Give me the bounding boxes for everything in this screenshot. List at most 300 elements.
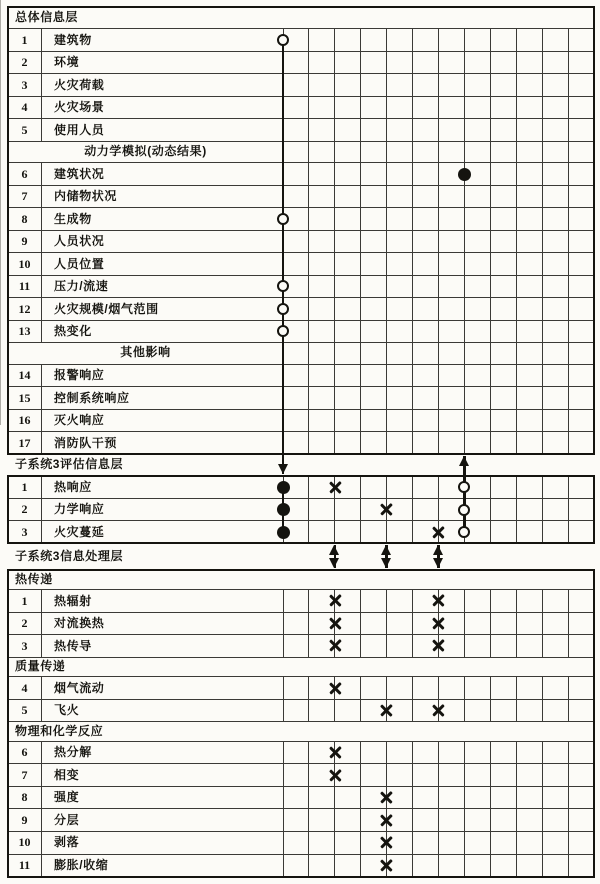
rule-vertical — [542, 29, 543, 51]
rule-vertical — [516, 409, 517, 431]
rule-vertical — [490, 253, 491, 275]
rule-vertical — [438, 831, 439, 854]
rule-vertical — [568, 96, 569, 118]
rule-vertical — [516, 612, 517, 635]
rule-vertical — [308, 831, 309, 854]
rule-vertical — [464, 635, 465, 658]
rule-vertical — [360, 208, 361, 230]
rule-vertical — [464, 677, 465, 700]
rule-vertical — [490, 831, 491, 854]
x-mark — [329, 747, 340, 758]
row-number: 14 — [18, 368, 31, 383]
rule-vertical — [438, 275, 439, 297]
filled-circle-mark — [277, 526, 290, 539]
rule-vertical — [308, 96, 309, 118]
rule-vertical — [386, 387, 387, 409]
rule-vertical — [334, 364, 335, 386]
rule-vertical — [490, 230, 491, 252]
rule-vertical — [438, 409, 439, 431]
rule-vertical — [412, 809, 413, 832]
rule-vertical — [542, 253, 543, 275]
row-number: 9 — [21, 234, 28, 249]
row-label: 使用人员 — [54, 122, 105, 137]
row-number: 7 — [21, 767, 28, 782]
rule-vertical — [386, 119, 387, 141]
rule-vertical — [516, 74, 517, 96]
rule-vertical — [412, 786, 413, 809]
row-number: 17 — [18, 435, 31, 450]
rule-vertical — [412, 521, 413, 543]
rule-vertical — [568, 831, 569, 854]
rule-vertical — [516, 831, 517, 854]
rule-vertical — [438, 163, 439, 185]
rule-vertical — [438, 786, 439, 809]
rule-vertical — [516, 119, 517, 141]
rule-vertical — [283, 831, 284, 854]
rule-vertical — [334, 119, 335, 141]
rule-vertical — [568, 764, 569, 787]
rule-vertical — [542, 409, 543, 431]
rule-vertical — [308, 230, 309, 252]
rule-vertical — [308, 275, 309, 297]
rule-vertical — [360, 96, 361, 118]
rule-vertical — [360, 699, 361, 722]
rule-vertical — [334, 275, 335, 297]
open-circle-mark — [277, 280, 289, 292]
rule-vertical — [542, 786, 543, 809]
x-mark — [381, 504, 392, 515]
row-number: 1 — [21, 593, 28, 608]
rule-vertical — [438, 119, 439, 141]
row-number: 4 — [21, 100, 28, 115]
rule-vertical — [308, 253, 309, 275]
rule-vertical — [516, 764, 517, 787]
row-number: 7 — [21, 189, 28, 204]
rule-vertical — [568, 185, 569, 207]
rule-vertical — [568, 364, 569, 386]
rule-vertical — [360, 119, 361, 141]
rule-vertical — [516, 163, 517, 185]
rule-vertical — [308, 141, 309, 163]
rule-vertical — [568, 677, 569, 700]
rule-vertical — [283, 677, 284, 700]
rule-vertical — [360, 141, 361, 163]
rule-vertical — [308, 119, 309, 141]
rule-vertical — [516, 809, 517, 832]
row-number: 12 — [18, 301, 31, 316]
row-number: 1 — [21, 480, 28, 494]
rule-vertical — [542, 831, 543, 854]
rule-vertical — [334, 253, 335, 275]
rule-vertical — [438, 51, 439, 73]
rule-vertical — [334, 51, 335, 73]
overall-to-evaluation-flow-arrow-head-down — [278, 464, 288, 474]
rule-vertical — [308, 432, 309, 454]
rule-vertical — [283, 786, 284, 809]
rule-vertical — [542, 342, 543, 364]
row-label: 分层 — [54, 812, 80, 827]
rule-vertical — [568, 699, 569, 722]
rule-vertical — [308, 635, 309, 658]
rule-vertical — [593, 569, 595, 878]
rule-vertical — [334, 409, 335, 431]
rule-vertical — [568, 521, 569, 543]
x-mark — [381, 705, 392, 716]
rule-vertical — [360, 809, 361, 832]
rule-vertical — [542, 590, 543, 613]
rule-vertical — [490, 364, 491, 386]
rule-vertical — [463, 456, 465, 532]
rule-vertical — [438, 253, 439, 275]
rule-vertical — [542, 635, 543, 658]
row-label: 膨胀/收缩 — [54, 858, 109, 872]
rule-vertical — [542, 74, 543, 96]
group-header: 热传递 — [15, 572, 53, 586]
row-number: 3 — [21, 524, 28, 539]
rule-vertical — [412, 699, 413, 722]
rule-vertical — [438, 741, 439, 764]
row-label: 灭火响应 — [54, 413, 105, 428]
rule-vertical — [464, 29, 465, 51]
rule-vertical — [516, 141, 517, 163]
rule-vertical — [542, 51, 543, 73]
rule-vertical — [360, 635, 361, 658]
rule-vertical — [412, 185, 413, 207]
row-number: 2 — [21, 55, 28, 70]
rule-vertical — [334, 786, 335, 809]
rule-vertical — [464, 786, 465, 809]
rule-vertical — [334, 163, 335, 185]
row-label: 建筑状况 — [54, 166, 105, 181]
rule-vertical — [516, 208, 517, 230]
rule-vertical — [542, 230, 543, 252]
evaluation-processing-exchange-arrow-2-head-up — [381, 545, 391, 555]
rule-vertical — [386, 51, 387, 73]
rule-vertical — [542, 432, 543, 454]
rule-vertical — [516, 185, 517, 207]
rule-horizontal — [8, 51, 594, 52]
rule-vertical — [464, 741, 465, 764]
rule-vertical — [412, 119, 413, 141]
row-number: 5 — [21, 122, 28, 137]
row-number: 3 — [21, 77, 28, 92]
rule-horizontal — [8, 808, 594, 809]
rule-vertical — [516, 275, 517, 297]
x-mark — [329, 770, 340, 781]
row-number: 15 — [18, 390, 31, 405]
row-label: 相变 — [54, 767, 80, 782]
rule-vertical — [308, 342, 309, 364]
rule-vertical — [490, 51, 491, 73]
rule-vertical — [516, 320, 517, 342]
rule-vertical — [490, 635, 491, 658]
rule-vertical — [464, 764, 465, 787]
rule-vertical — [490, 74, 491, 96]
rule-vertical — [412, 741, 413, 764]
rule-vertical — [283, 635, 284, 658]
rule-vertical — [360, 677, 361, 700]
rule-horizontal — [8, 763, 594, 764]
rule-vertical — [490, 342, 491, 364]
row-label: 对流换热 — [54, 616, 105, 631]
filled-circle-mark — [458, 168, 471, 181]
rule-vertical — [412, 230, 413, 252]
rule-vertical — [412, 590, 413, 613]
filled-circle-mark — [277, 481, 290, 494]
rule-vertical — [568, 476, 569, 498]
row-label: 压力/流速 — [54, 279, 109, 294]
row-label: 火灾蔓延 — [54, 524, 105, 539]
rule-vertical — [412, 275, 413, 297]
rule-vertical — [386, 342, 387, 364]
rule-vertical — [334, 854, 335, 877]
rule-vertical — [438, 208, 439, 230]
row-label: 热变化 — [54, 324, 92, 338]
row-number: 10 — [18, 256, 31, 271]
rule-vertical — [568, 141, 569, 163]
rule-vertical — [334, 432, 335, 454]
x-mark — [329, 640, 340, 651]
rule-vertical — [412, 253, 413, 275]
rule-vertical — [464, 409, 465, 431]
rule-vertical — [334, 29, 335, 51]
rule-vertical — [464, 364, 465, 386]
rule-vertical — [360, 786, 361, 809]
row-number: 6 — [21, 166, 28, 181]
rule-vertical — [568, 275, 569, 297]
rule-vertical — [516, 521, 517, 543]
x-mark — [433, 527, 444, 538]
rule-vertical — [490, 432, 491, 454]
rule-vertical — [360, 342, 361, 364]
section-caption: 子系统3信息处理层 — [15, 549, 124, 564]
rule-vertical — [412, 432, 413, 454]
rule-vertical — [568, 409, 569, 431]
rule-vertical — [386, 320, 387, 342]
rule-vertical — [308, 498, 309, 520]
rule-vertical — [360, 612, 361, 635]
open-circle-mark — [277, 325, 289, 337]
rule-vertical — [490, 141, 491, 163]
rule-vertical — [593, 6, 595, 455]
rule-vertical — [464, 185, 465, 207]
rule-vertical — [490, 119, 491, 141]
rule-vertical — [516, 677, 517, 700]
rule-vertical — [308, 476, 309, 498]
filled-circle-mark — [277, 503, 290, 516]
group-header: 物理和化学反应 — [15, 723, 104, 738]
rule-vertical — [308, 809, 309, 832]
rule-vertical — [360, 253, 361, 275]
rule-vertical — [412, 498, 413, 520]
rule-vertical — [386, 141, 387, 163]
rule-vertical — [283, 854, 284, 877]
rule-vertical — [334, 320, 335, 342]
rule-vertical — [516, 786, 517, 809]
rule-vertical — [490, 590, 491, 613]
rule-vertical — [412, 29, 413, 51]
open-circle-mark — [277, 303, 289, 315]
group-header: 其他影响 — [120, 345, 171, 360]
rule-vertical — [360, 831, 361, 854]
rule-horizontal — [8, 6, 594, 8]
row-number: 2 — [21, 502, 28, 517]
rule-vertical — [438, 141, 439, 163]
rule-vertical — [308, 29, 309, 51]
rule-vertical — [490, 96, 491, 118]
rule-vertical — [334, 387, 335, 409]
evaluation-to-overall-feedback-arrow-head-up — [459, 456, 469, 466]
rule-vertical — [438, 387, 439, 409]
rule-vertical — [438, 185, 439, 207]
rule-vertical — [542, 208, 543, 230]
rule-vertical — [516, 96, 517, 118]
x-mark — [329, 618, 340, 629]
section-caption: 子系统3评估信息层 — [15, 457, 124, 472]
open-circle-mark — [458, 526, 470, 538]
rule-vertical — [360, 432, 361, 454]
row-number: 8 — [21, 790, 28, 805]
rule-vertical — [360, 498, 361, 520]
rule-vertical — [516, 699, 517, 722]
rule-vertical — [464, 590, 465, 613]
evaluation-processing-exchange-arrow-2-head-down — [381, 558, 391, 568]
rule-vertical — [490, 741, 491, 764]
rule-vertical — [490, 320, 491, 342]
rule-vertical — [412, 208, 413, 230]
rule-vertical — [412, 74, 413, 96]
rule-vertical — [438, 230, 439, 252]
rule-vertical — [516, 854, 517, 877]
rule-vertical — [490, 677, 491, 700]
rule-vertical — [516, 635, 517, 658]
rule-vertical — [386, 364, 387, 386]
row-number: 3 — [21, 638, 28, 653]
rule-vertical — [490, 699, 491, 722]
evaluation-processing-exchange-arrow-1-head-up — [329, 545, 339, 555]
rule-vertical — [386, 74, 387, 96]
rule-vertical — [464, 119, 465, 141]
rule-vertical — [412, 387, 413, 409]
rule-vertical — [464, 809, 465, 832]
rule-vertical — [490, 409, 491, 431]
rule-vertical — [438, 29, 439, 51]
rule-vertical — [438, 476, 439, 498]
row-number: 13 — [18, 324, 31, 338]
row-label: 热传导 — [54, 638, 92, 653]
rule-vertical — [568, 635, 569, 658]
rule-vertical — [308, 51, 309, 73]
rule-vertical — [593, 475, 595, 544]
rule-vertical — [308, 612, 309, 635]
rule-vertical — [438, 809, 439, 832]
rule-vertical — [334, 208, 335, 230]
rule-vertical — [464, 275, 465, 297]
rule-vertical — [308, 764, 309, 787]
rule-vertical — [308, 409, 309, 431]
row-number: 5 — [21, 703, 28, 718]
rule-vertical — [334, 498, 335, 520]
rule-vertical — [490, 612, 491, 635]
row-number: 11 — [18, 279, 31, 294]
rule-vertical — [464, 298, 465, 320]
x-mark — [433, 618, 444, 629]
rule-vertical — [360, 275, 361, 297]
rule-horizontal — [8, 634, 594, 635]
row-number: 1 — [21, 32, 28, 47]
rule-vertical — [542, 96, 543, 118]
rule-vertical — [516, 476, 517, 498]
rule-vertical — [438, 342, 439, 364]
rule-vertical — [386, 677, 387, 700]
open-circle-mark — [277, 213, 289, 225]
row-label: 火灾场景 — [54, 100, 105, 115]
row-label: 环境 — [54, 55, 80, 70]
rule-vertical — [386, 590, 387, 613]
x-mark — [329, 682, 340, 693]
rule-vertical — [308, 521, 309, 543]
rule-vertical — [542, 498, 543, 520]
rule-vertical — [490, 809, 491, 832]
rule-horizontal — [8, 831, 594, 832]
row-label: 力学响应 — [54, 502, 105, 517]
rule-vertical — [542, 677, 543, 700]
rule-vertical — [438, 96, 439, 118]
rule-vertical — [360, 298, 361, 320]
row-label: 热辐射 — [54, 593, 92, 608]
rule-vertical — [464, 854, 465, 877]
rule-vertical — [464, 51, 465, 73]
rule-vertical — [386, 521, 387, 543]
rule-vertical — [542, 741, 543, 764]
rule-vertical — [464, 612, 465, 635]
rule-vertical — [360, 185, 361, 207]
rule-vertical — [308, 677, 309, 700]
rule-vertical — [490, 208, 491, 230]
rule-vertical — [464, 432, 465, 454]
rule-vertical — [516, 29, 517, 51]
rule-vertical — [386, 764, 387, 787]
rule-vertical — [412, 635, 413, 658]
rule-vertical — [568, 342, 569, 364]
rule-horizontal — [8, 876, 594, 878]
rule-vertical — [490, 275, 491, 297]
rule-vertical — [490, 498, 491, 520]
rule-vertical — [516, 342, 517, 364]
rule-vertical — [412, 163, 413, 185]
rule-vertical — [568, 612, 569, 635]
rule-vertical — [334, 74, 335, 96]
rule-vertical — [386, 432, 387, 454]
rule-vertical — [464, 831, 465, 854]
rule-vertical — [516, 364, 517, 386]
rule-vertical — [568, 163, 569, 185]
rule-vertical — [568, 29, 569, 51]
rule-vertical — [412, 96, 413, 118]
rule-vertical — [438, 498, 439, 520]
rule-vertical — [308, 208, 309, 230]
rule-vertical — [568, 432, 569, 454]
rule-vertical — [438, 677, 439, 700]
row-number: 11 — [18, 858, 31, 872]
rule-horizontal — [8, 657, 594, 658]
x-mark — [329, 482, 340, 493]
rule-vertical — [542, 699, 543, 722]
rule-vertical — [360, 409, 361, 431]
row-number: 4 — [21, 680, 28, 695]
row-label: 人员位置 — [54, 256, 105, 271]
x-mark — [329, 595, 340, 606]
